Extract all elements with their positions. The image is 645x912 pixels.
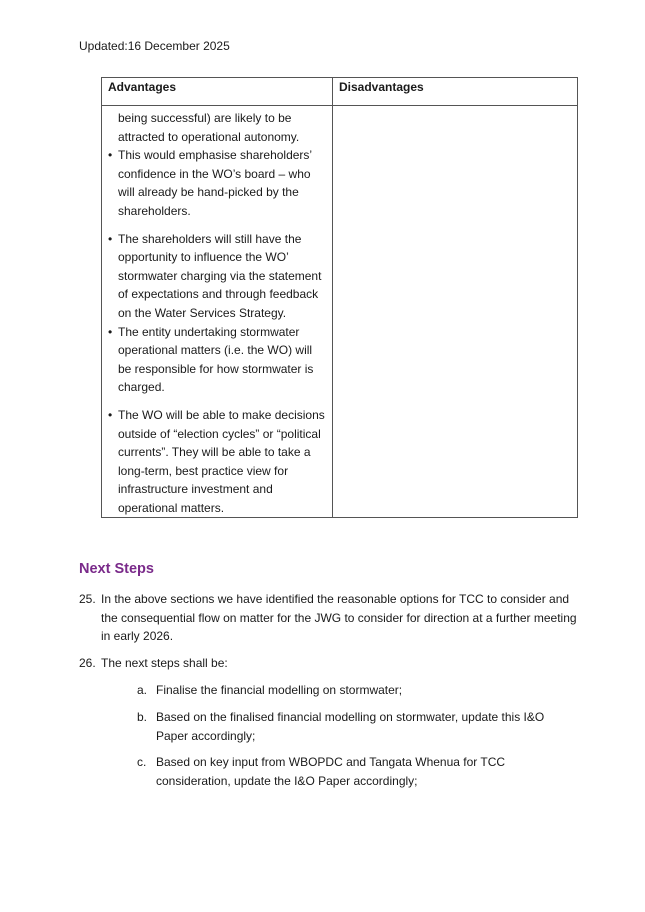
paragraph-26: [79, 654, 579, 673]
sub-item-text: Based on the finalised financial modelling on stormwater, update this I&O Paper accordingly;: [156, 710, 545, 743]
advantages-group-3: [108, 406, 326, 518]
updated-date: Updated:16 December 2025: [79, 39, 230, 53]
advantage-item: • The shareholders will still have the opportunity to influence the WO’ stormwater charging via the statement of expectations and through feedback on the Water Services Strategy.: [108, 230, 326, 323]
advantages-cell: [102, 106, 333, 518]
advantage-item: being successful) are likely to be attracted to operational autonomy.: [118, 111, 300, 144]
table-header-row: [102, 78, 578, 106]
sub-item-text: Finalise the financial modelling on stormwater;: [156, 683, 403, 697]
sub-item-letter: a.: [137, 683, 148, 697]
sub-item-c: [137, 753, 557, 790]
advantage-item: • The entity undertaking stormwater operational matters (i.e. the WO) will be responsible for how stormwater is charged.: [108, 323, 326, 397]
next-steps-heading: Next Steps: [79, 561, 154, 577]
paragraph-number: 26.: [79, 656, 96, 670]
sub-item-b: [137, 708, 557, 745]
paragraph-25: [79, 590, 579, 646]
advantages-disadvantages-table: [101, 77, 578, 518]
advantages-group-1: [108, 109, 326, 221]
advantages-group-2: [108, 230, 326, 397]
disadvantages-cell: [333, 106, 578, 518]
advantage-item: • The WO will be able to make decisions outside of “election cycles” or “political currents”. They will be able to take a long-term, best practice view for infrastructure investment and operational matters.: [108, 406, 326, 518]
table-row: [102, 106, 578, 518]
sub-item-text: Based on key input from WBOPDC and Tangata Whenua for TCC consideration, update the I&O Paper accordingly;: [156, 755, 506, 788]
paragraph-text: In the above sections we have identified the reasonable options for TCC to consider and the consequential flow on matter for the JWG to consider for direction at a further meeting in early 2026.: [101, 592, 577, 643]
column-header-disadvantages: Disadvantages: [333, 78, 578, 106]
column-header-advantages: Advantages: [102, 78, 333, 106]
sub-item-letter: c.: [137, 755, 147, 769]
paragraph-number: 25.: [79, 592, 96, 606]
sub-item-letter: b.: [137, 710, 148, 724]
advantage-item: • This would emphasise shareholders’ confidence in the WO’s board – who will already be hand-picked by the shareholders.: [108, 146, 326, 220]
sub-item-a: [137, 681, 557, 700]
paragraph-text: The next steps shall be:: [101, 656, 228, 670]
